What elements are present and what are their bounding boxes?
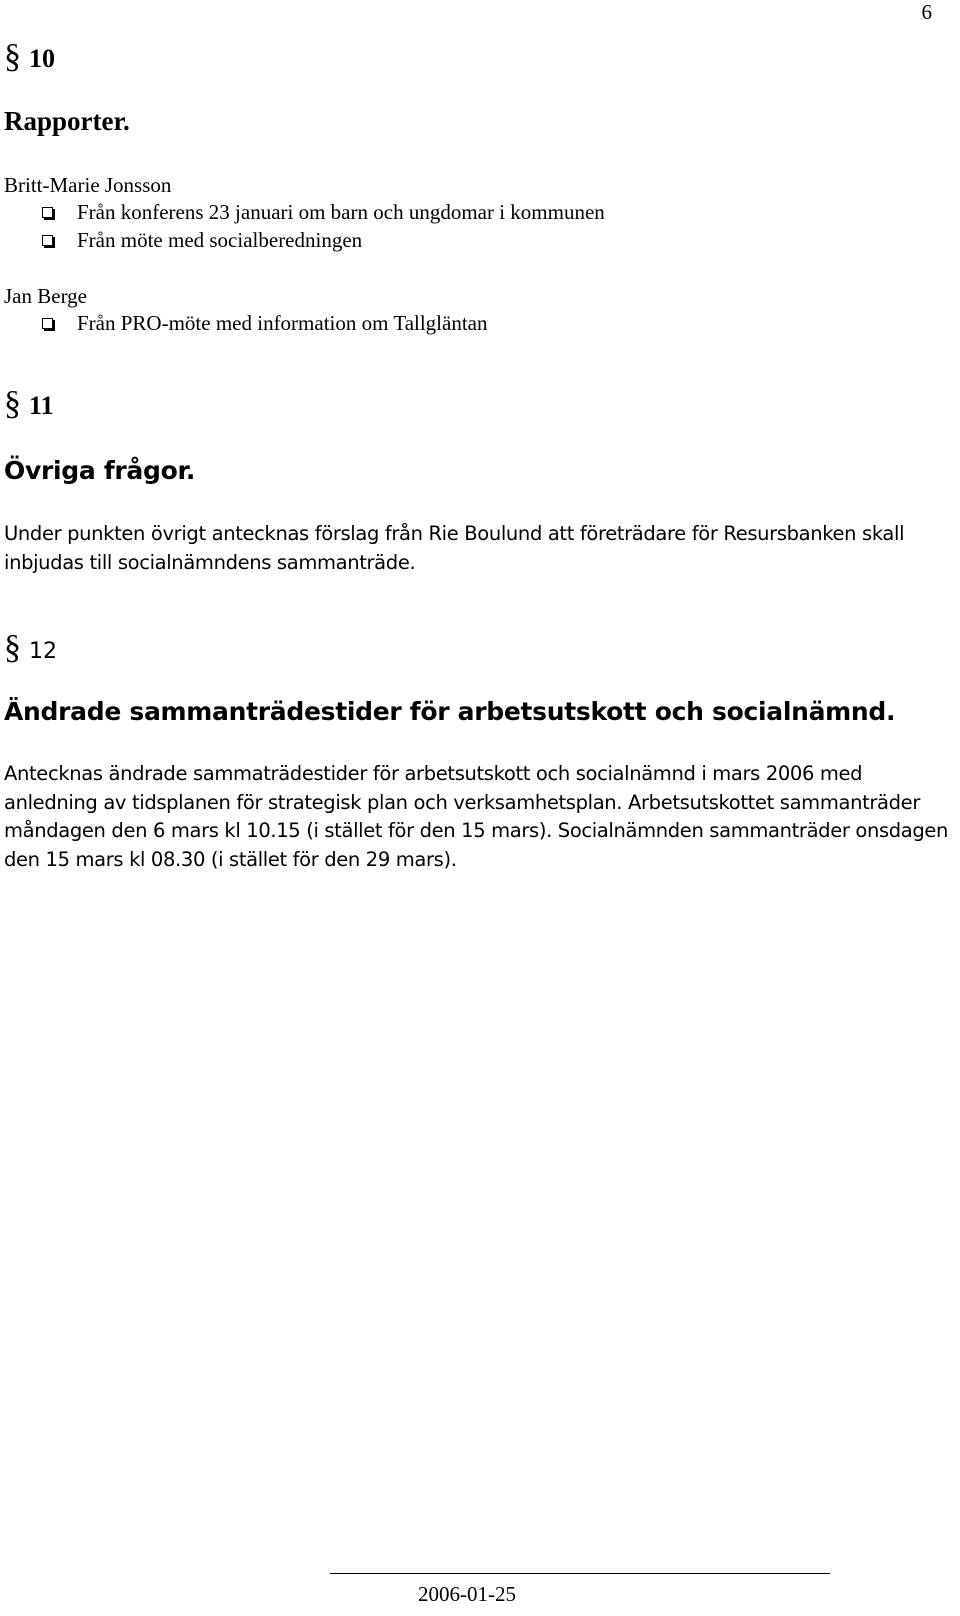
footer-date: 2006-01-25	[418, 1582, 516, 1606]
section-symbol: §	[4, 38, 21, 75]
list-item: Från möte med socialberedningen	[0, 226, 362, 254]
checkbox-bullet-icon	[42, 207, 53, 218]
list-item: Från konferens 23 januari om barn och ungdomar i kommunen	[0, 198, 605, 226]
section-10-number: § 10	[4, 38, 55, 75]
section-12-number: § 12	[4, 629, 57, 666]
section-symbol: §	[4, 385, 21, 422]
reporter-name: Jan Berge	[4, 284, 88, 308]
section-symbol: §	[4, 629, 21, 666]
section-12-body: Antecknas ändrade sammaträdestider för arbetsutskott och socialnämnd i mars 2006 med anledning av tidsplanen för strategisk plan och verksamhetsplan. Arbetsutskottet sammanträder måndagen den 6 mars kl 10.15 (i stället för den 15 mars). Socialnämnden sammanträder onsdagen den 15 mars kl 08.30 (i stället för den 29 mars).	[4, 762, 949, 871]
section-11-number: § 11	[4, 385, 54, 422]
list-item: Från PRO-möte med information om Tallgläntan	[0, 309, 488, 337]
footer-divider	[330, 1573, 830, 1574]
section-12-heading: Ändrade sammanträdestider för arbetsutskott och socialnämnd.	[4, 697, 896, 726]
checkbox-bullet-icon	[42, 235, 53, 246]
section-10-heading: Rapporter.	[4, 106, 130, 136]
reporter-name: Britt-Marie Jonsson	[4, 173, 172, 197]
page-number: 6	[921, 0, 932, 24]
section-11-heading: Övriga frågor.	[4, 456, 196, 485]
checkbox-bullet-icon	[42, 318, 53, 329]
section-11-body: Under punkten övrigt antecknas förslag från Rie Boulund att företrädare för Resursbanken skall inbjudas till socialnämndens sammanträde.	[4, 522, 905, 574]
